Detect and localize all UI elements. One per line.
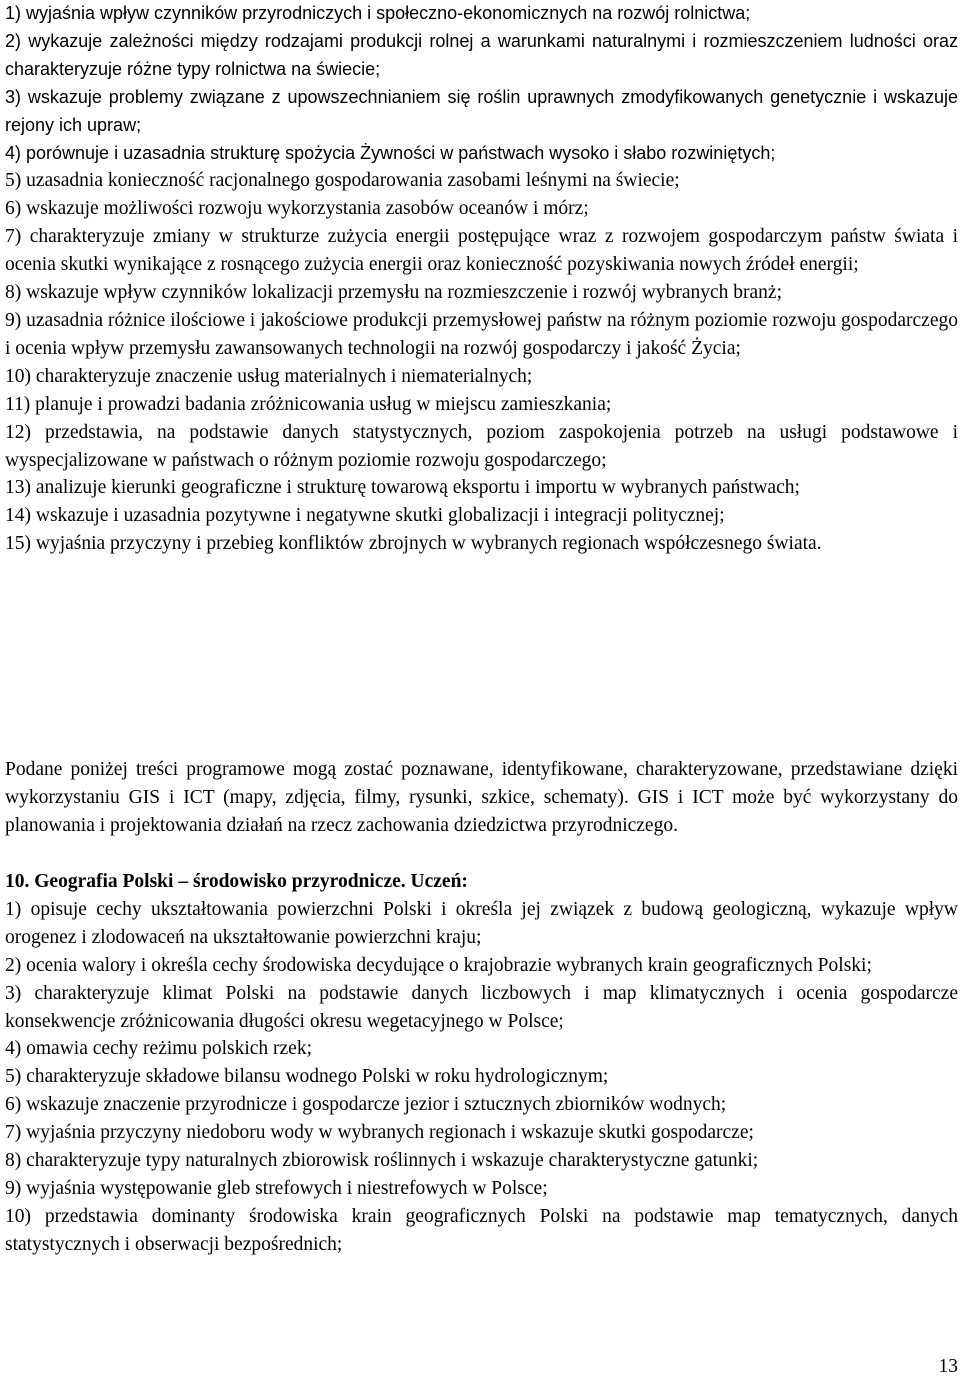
learning-outcomes-list (5, 0, 958, 558)
list-item: 10) charakteryzuje znaczenie usług materialnych i niematerialnych; (5, 365, 533, 387)
section-geografia-polski (5, 868, 958, 1259)
list-item: 5) charakteryzuje składowe bilansu wodnego Polski w roku hydrologicznym; (5, 1066, 609, 1088)
list-item: 3) wskazuje problemy związane z upowszechnianiem się roślin uprawnych zmodyfikowanych genetycznie i wskazuje rejony ich upraw; (5, 86, 958, 135)
section-heading (5, 868, 958, 896)
list-item: 1) opisuje cechy ukształtowania powierzchni Polski i określa jej związek z budową geologiczną, wykazuje wpływ orogenez i zlodowaceń na ukształtowanie powierzchni kraju; (5, 898, 958, 948)
list-item: 9) wyjaśnia występowanie gleb strefowych i niestrefowych w Polsce; (5, 1177, 548, 1199)
list-item: 5) uzasadnia konieczność racjonalnego gospodarowania zasobami leśnymi na świecie; (5, 170, 680, 192)
list-item: 4) porównuje i uzasadnia strukturę spożycia Żywności w państwach wysoko i słabo rozwiniętych; (5, 142, 776, 163)
list-item: 10) przedstawia dominanty środowiska krain geograficznych Polski na podstawie map tematycznych, danych statystycznych i obserwacji bezpośrednich; (5, 1205, 958, 1255)
list-item: 1) wyjaśnia wpływ czynników przyrodniczych i społeczno-ekonomicznych na rozwój rolnictwa; (5, 3, 751, 23)
section-heading-title: 10. Geografia Polski – środowisko przyrodnicze. (5, 871, 406, 892)
list-item: 11) planuje i prowadzi badania zróżnicowania usług w miejscu zamieszkania; (5, 393, 612, 415)
list-item: 9) uzasadnia różnice ilościowe i jakościowe produkcji przemysłowej państw na różnym poziomie rozwoju gospodarczego i ocenia wpływ przemysłu zawansowanych technologii na rozwój gospodarczy i jakość Życia; (5, 309, 958, 359)
list-item: 2) ocenia walory i określa cechy środowiska decydujące o krajobrazie wybranych krain geograficznych Polski; (5, 954, 872, 976)
list-item: 6) wskazuje możliwości rozwoju wykorzystania zasobów oceanów i mórz; (5, 198, 589, 220)
list-item: 13) analizuje kierunki geograficzne i strukturę towarową eksportu i importu w wybranych państwach; (5, 477, 800, 499)
list-item: 15) wyjaśnia przyczyny i przebieg konfliktów zbrojnych w wybranych regionach współczesnego świata. (5, 533, 822, 555)
list-item: 2) wykazuje zależności między rodzajami produkcji rolnej a warunkami naturalnymi i rozmieszczeniem ludności oraz charakteryzuje różne typy rolnictwa na świecie; (5, 30, 958, 79)
list-item: 7) charakteryzuje zmiany w strukturze zużycia energii postępujące wraz z rozwojem gospodarczym państw świata i ocenia skutki wynikające z rosnącego zużycia energii oraz konieczność pozyskiwania nowych źródeł energii; (5, 226, 958, 276)
list-item: 3) charakteryzuje klimat Polski na podstawie danych liczbowych i map klimatycznych i ocenia gospodarcze konsekwencje zróżnicowania długości okresu wegetacyjnego w Polsce; (5, 982, 958, 1032)
list-item: 7) wyjaśnia przyczyny niedoboru wody w wybranych regionach i wskazuje skutki gospodarcze; (5, 1122, 754, 1144)
list-item: 8) charakteryzuje typy naturalnych zbiorowisk roślinnych i wskazuje charakterystyczne gatunki; (5, 1150, 759, 1172)
list-item: 8) wskazuje wpływ czynników lokalizacji przemysłu na rozmieszczenie i rozwój wybranych branż; (5, 282, 783, 304)
section-heading-suffix: Uczeń: (405, 871, 468, 892)
page-number: 13 (938, 1356, 958, 1377)
list-item: 6) wskazuje znaczenie przyrodnicze i gospodarcze jezior i sztucznych zbiorników wodnych; (5, 1094, 727, 1116)
intro-paragraph: Podane poniżej treści programowe mogą zostać poznawane, identyfikowane, charakteryzowane, przedstawiane dzięki wykorzystaniu GIS i ICT (mapy, zdjęcia, filmy, rysunki, szkice, schematy). GIS i ICT może być wykorzystany do planowania i projektowania działań na rzecz zachowania dziedzictwa przyrodniczego. (5, 759, 958, 836)
list-item: 4) omawia cechy reżimu polskich rzek; (5, 1038, 313, 1060)
list-item: 14) wskazuje i uzasadnia pozytywne i negatywne skutki globalizacji i integracji politycznej; (5, 505, 725, 527)
list-item: 12) przedstawia, na podstawie danych statystycznych, poziom zaspokojenia potrzeb na usługi podstawowe i wyspecjalizowane w państwach o różnym poziomie rozwoju gospodarczego; (5, 421, 958, 471)
